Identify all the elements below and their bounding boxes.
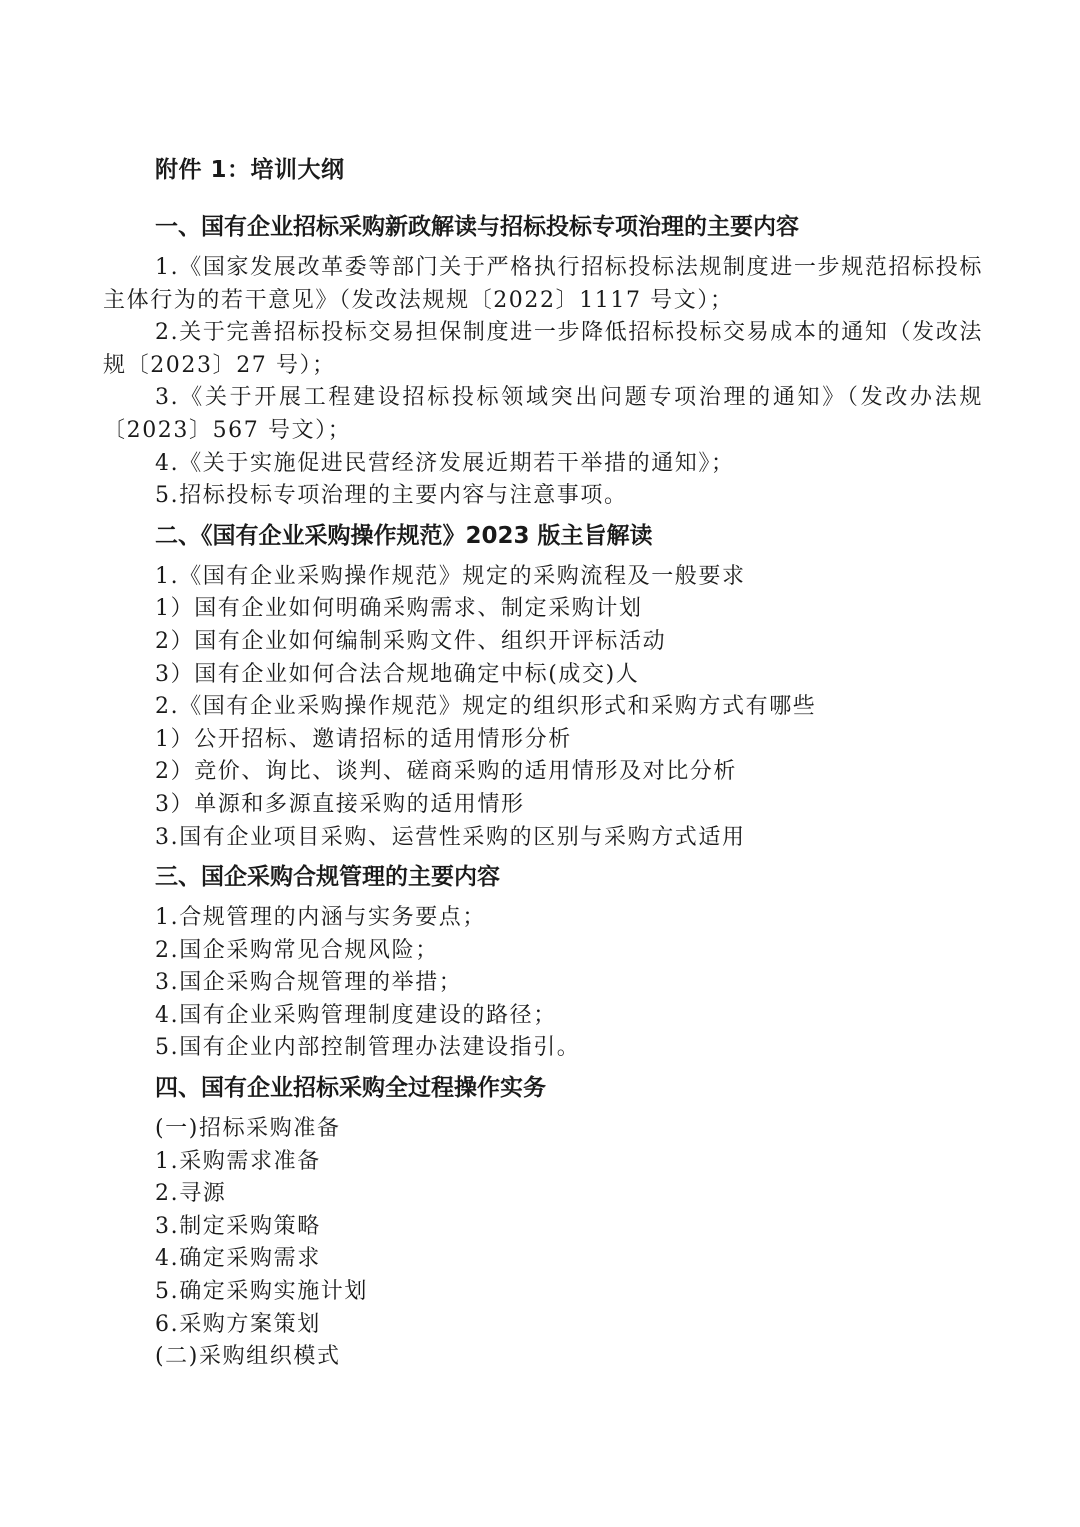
list-item: 3.国企采购合规管理的举措； [155,970,463,996]
list-item: 1.《国家发展改革委等部门关于严格执行招标投标法规制度进一步规范招标投标主体行为的若干意见》（发改法规规〔2022〕1117 号文）； [103,255,983,313]
list-item: 5.招标投标专项治理的主要内容与注意事项。 [155,483,628,509]
list-item: 3）单源和多源直接采购的适用情形 [155,791,525,817]
section-heading-3: 三、国企采购合规管理的主要内容 [155,864,500,891]
list-item: 3.《关于开展工程建设招标投标领域突出问题专项治理的通知》（发改办法规〔2023〕567 号文）； [103,385,983,443]
list-item: 1.采购需求准备 [155,1148,321,1174]
list-item: 3）国有企业如何合法合规地确定中标(成交)人 [155,661,640,687]
section-items-3 [103,902,983,1065]
list-item: 2.《国有企业采购操作规范》规定的组织形式和采购方式有哪些 [155,694,817,720]
section-items-4 [103,1113,983,1374]
list-item: 5.确定采购实施计划 [155,1279,368,1305]
list-item: 2）国有企业如何编制采购文件、组织开评标活动 [155,628,667,654]
list-item: 4.国有企业采购管理制度建设的路径； [155,1002,557,1028]
list-item: 6.采购方案策划 [155,1311,321,1337]
list-item: (二)采购组织模式 [155,1344,341,1370]
list-item: 1.合规管理的内涵与实务要点； [155,905,486,931]
document-title: 附件 1：培训大纲 [155,157,345,183]
section-heading-1: 一、国有企业招标采购新政解读与招标投标专项治理的主要内容 [155,214,799,240]
list-item: 1.《国有企业采购操作规范》规定的采购流程及一般要求 [155,563,746,589]
section-items-2 [103,561,983,854]
section-heading-2: 二、《国有企业采购操作规范》2023 版主旨解读 [155,522,653,549]
list-item: 2.关于完善招标投标交易担保制度进一步降低招标投标交易成本的通知（发改法规〔2023〕27 号）； [103,320,983,378]
section-items-1 [103,252,983,513]
list-item: 2）竞价、询比、谈判、磋商采购的适用情形及对比分析 [155,759,737,785]
list-item: 4.确定采购需求 [155,1246,321,1272]
list-item: 1）国有企业如何明确采购需求、制定采购计划 [155,596,643,622]
list-item: 2.寻源 [155,1181,227,1207]
document-body [103,210,983,1380]
list-item: 5.国有企业内部控制管理办法建设指引。 [155,1035,581,1061]
list-item: (一)招标采购准备 [155,1116,341,1142]
list-item: 3.国有企业项目采购、运营性采购的区别与采购方式适用 [155,824,746,850]
list-item: 2.国企采购常见合规风险； [155,937,439,963]
list-item: 1）公开招标、邀请招标的适用情形分析 [155,726,572,752]
list-item: 4.《关于实施促进民营经济发展近期若干举措的通知》； [155,450,735,476]
list-item: 3.制定采购策略 [155,1213,321,1239]
section-heading-4: 四、国有企业招标采购全过程操作实务 [155,1075,546,1102]
